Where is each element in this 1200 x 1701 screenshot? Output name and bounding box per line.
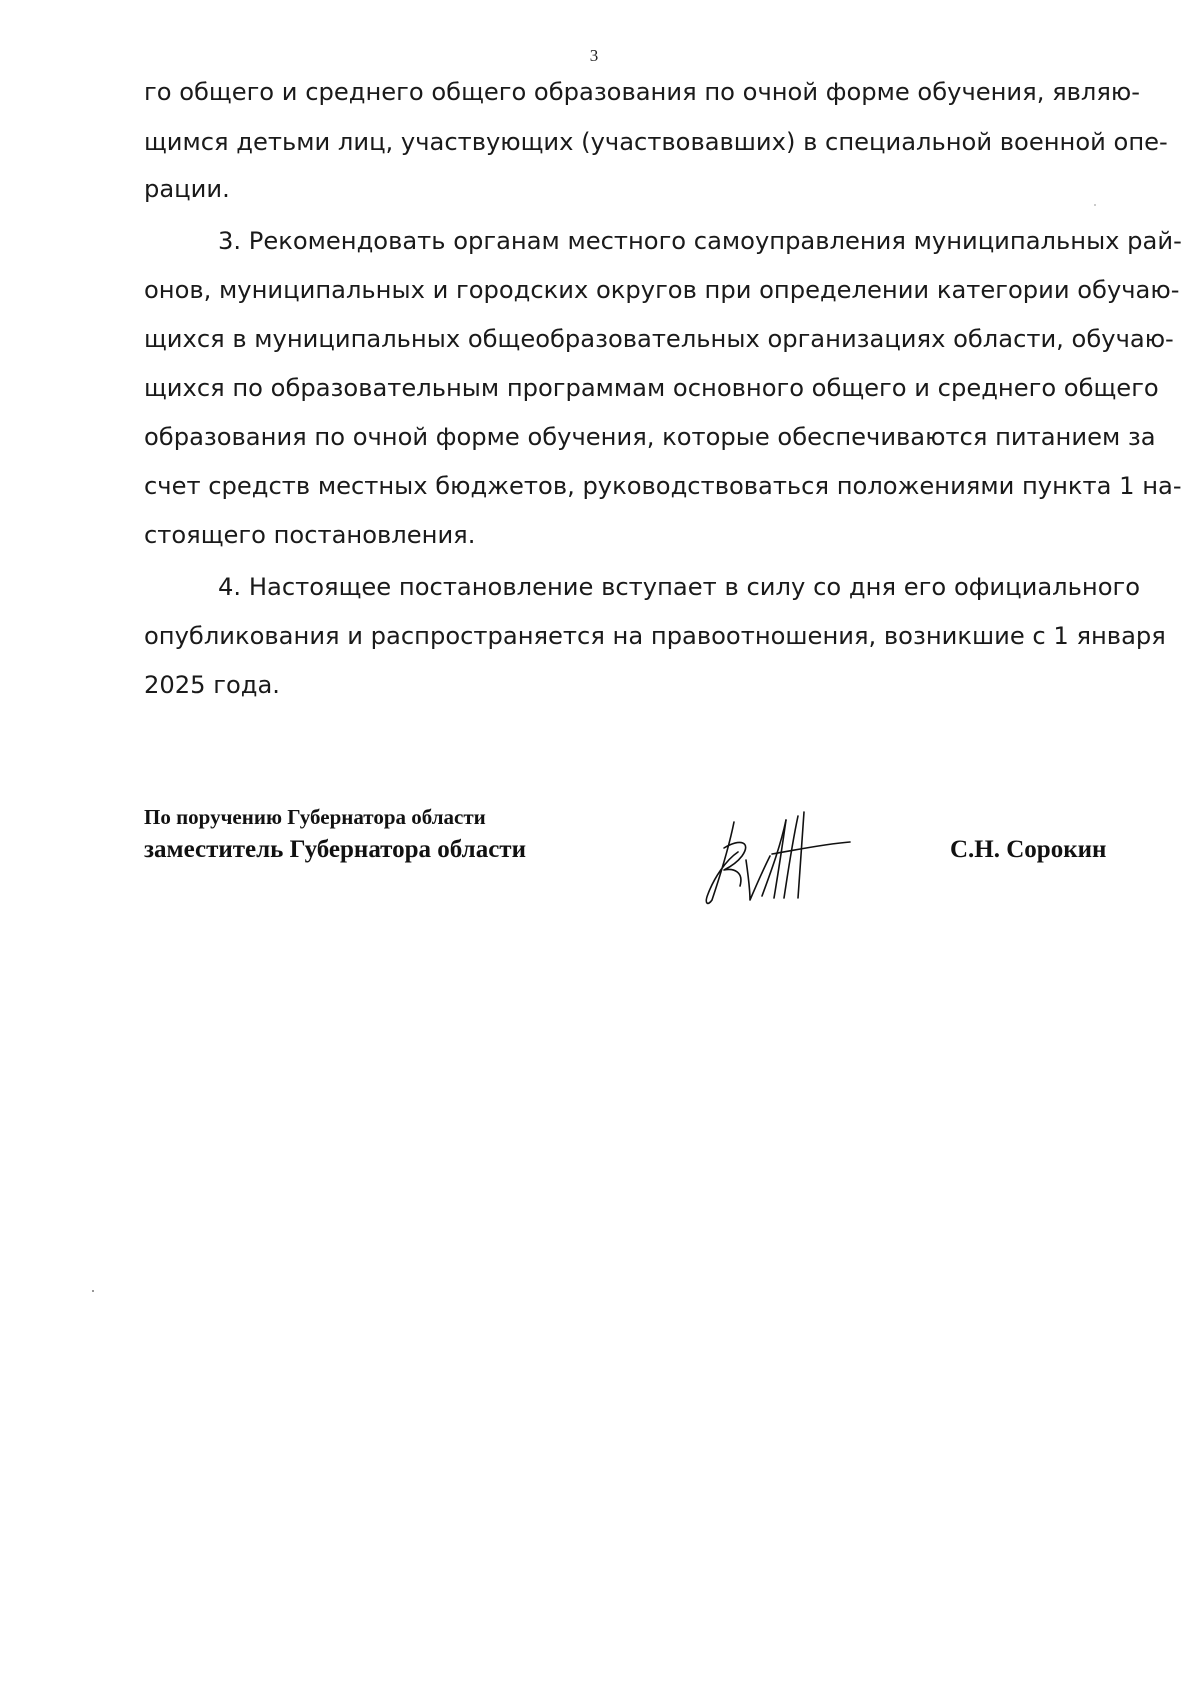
page-number: 3 — [589, 46, 599, 65]
handwritten-signature — [700, 808, 860, 908]
scan-speck — [92, 1290, 94, 1292]
signatory-position: заместитель Губернатора области — [144, 836, 526, 863]
paragraph-line: го общего и среднего общего образования по очной форме обучения, являю- — [144, 78, 1140, 106]
paragraph-line: онов, муниципальных и городских округов при определении категории обучаю- — [144, 276, 1180, 304]
paragraph-line: 4. Настоящее постановление вступает в силу со дня его официального — [218, 573, 1140, 601]
paragraph-line: щимся детьми лиц, участвующих (участвовавших) в специальной военной опе- — [144, 128, 1168, 156]
paragraph-line: щихся по образовательным программам основного общего и среднего общего — [144, 374, 1159, 402]
paragraph-line: счет средств местных бюджетов, руководствоваться положениями пункта 1 на- — [144, 472, 1182, 500]
paragraph-line: 2025 года. — [144, 671, 280, 699]
paragraph-line: опубликования и распространяется на правоотношения, возникшие с 1 января — [144, 622, 1166, 650]
paragraph-line: стоящего постановления. — [144, 521, 476, 549]
paragraph-line: образования по очной форме обучения, которые обеспечиваются питанием за — [144, 423, 1156, 451]
paragraph-line: щихся в муниципальных общеобразовательных организациях области, обучаю- — [144, 325, 1174, 353]
scan-speck — [1094, 204, 1096, 206]
signature-authority-line: По поручению Губернатора области — [144, 805, 486, 829]
paragraph-line: рации. — [144, 175, 230, 203]
paragraph-line: 3. Рекомендовать органам местного самоуправления муниципальных рай- — [218, 227, 1182, 255]
signatory-name: С.Н. Сорокин — [950, 836, 1107, 863]
